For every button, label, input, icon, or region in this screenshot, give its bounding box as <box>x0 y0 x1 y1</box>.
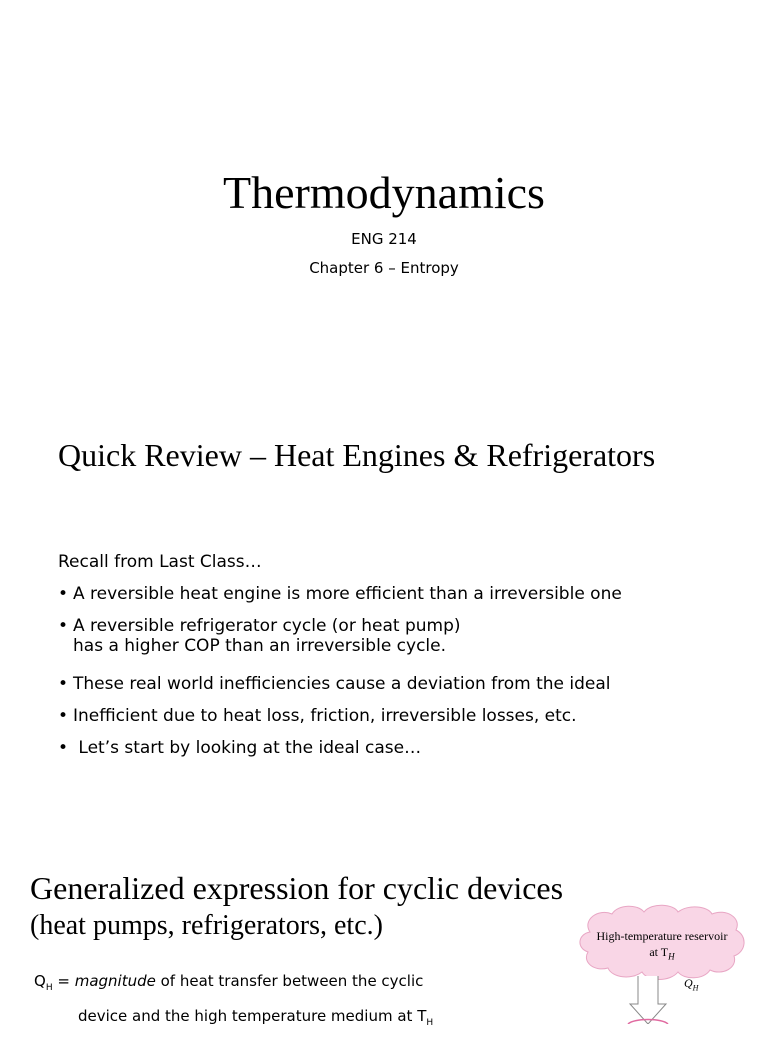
cyclic-slide-subtitle: (heat pumps, refrigerators, etc.) <box>30 910 383 941</box>
chapter-title: Chapter 6 – Entropy <box>309 259 459 277</box>
bullet-text: • A reversible refrigerator cycle (or heat pump) <box>73 616 461 636</box>
cyclic-slide-title: Generalized expression for cyclic devices <box>30 870 564 906</box>
reservoir-label <box>580 928 744 964</box>
th-subscript: H <box>426 1018 434 1028</box>
bullet-text: Let’s start by looking at the ideal case… <box>73 738 422 758</box>
slide-title: Thermodynamics <box>223 167 545 218</box>
definition-rest: of heat transfer between the cyclic <box>155 972 424 990</box>
course-code: ENG 214 <box>351 230 417 248</box>
review-intro: Recall from Last Class… <box>58 552 262 572</box>
qh-definition <box>34 967 433 1037</box>
bullet-item <box>58 616 738 674</box>
review-slide-title: Quick Review – Heat Engines & Refrigerators <box>58 437 656 473</box>
bullet-item <box>58 584 738 616</box>
qh-symbol-subscript: H <box>45 983 53 993</box>
magnitude-emphasis: magnitude <box>74 972 156 990</box>
qh-arrow-label <box>684 976 698 992</box>
bullet-text: Inefficient due to heat loss, friction, irreversible losses, etc. <box>73 706 577 726</box>
definition-line2: device and the high temperature medium at T <box>78 1007 427 1025</box>
bullet-text-continued: has a higher COP than an irreversible cycle. <box>73 636 447 656</box>
bullet-text: These real world inefficiencies cause a deviation from the ideal <box>73 674 611 694</box>
heat-flow-arrow <box>630 976 666 1024</box>
reservoir-label-subscript: H <box>668 951 675 962</box>
reservoir-label-line1: High-temperature reservoir <box>596 929 728 943</box>
qh-arrow-symbol: Q <box>684 976 693 990</box>
qh-arrow-subscript: H <box>692 983 699 993</box>
qh-symbol: Q <box>34 972 46 990</box>
reservoir-label-line2: at T <box>649 945 669 959</box>
bullet-item <box>58 738 738 770</box>
equals-sign: = <box>52 972 75 990</box>
bullet-item <box>58 706 738 738</box>
bullet-item <box>58 674 738 706</box>
review-bullet-list <box>58 584 738 770</box>
bullet-text: A reversible heat engine is more efficient than a irreversible one <box>73 584 622 604</box>
